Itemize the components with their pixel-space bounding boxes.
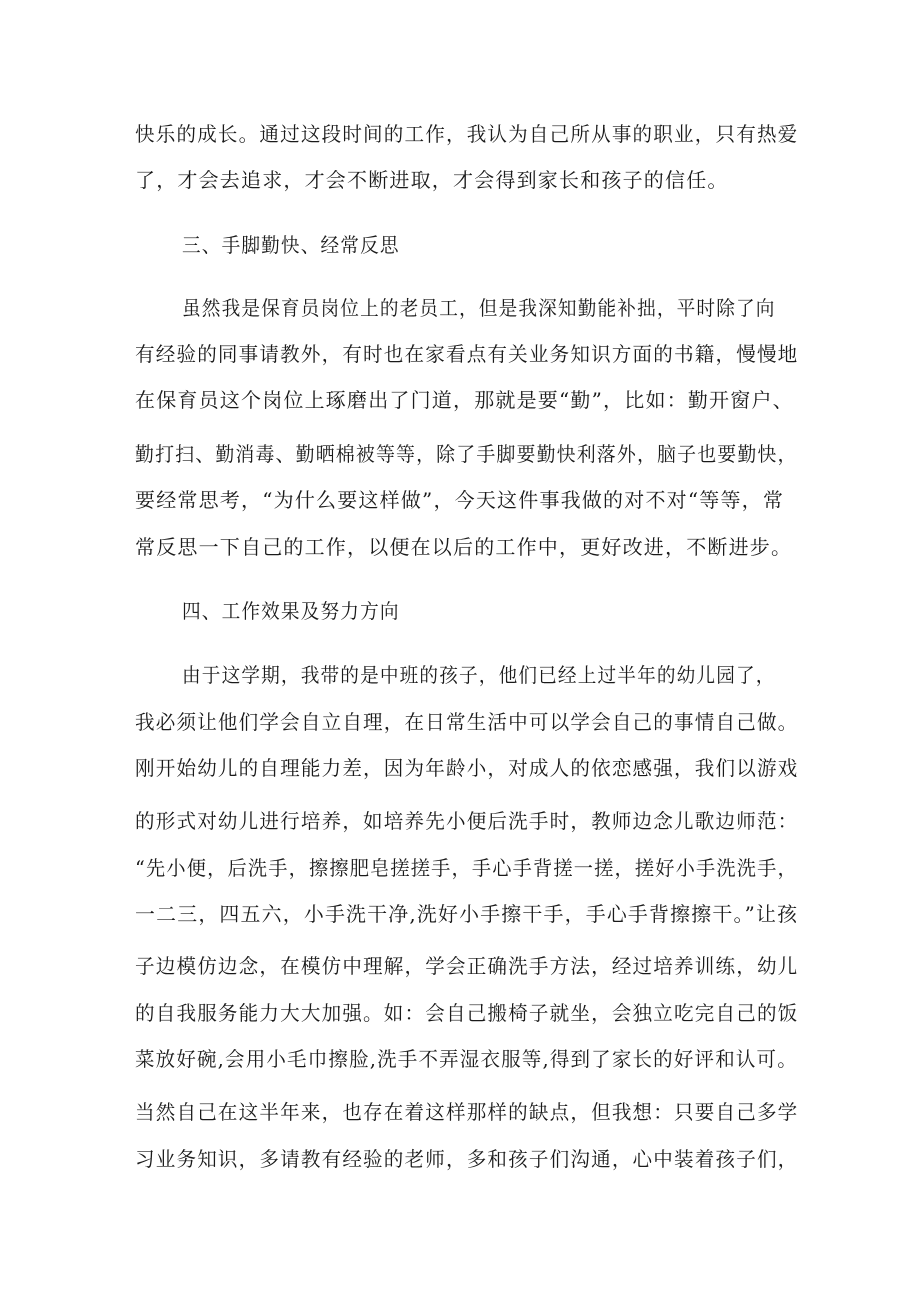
text-line: 的自我服务能力大大加强。如：会自己搬椅子就坐，会独立吃完自己的饭: [135, 1001, 799, 1025]
text-line: 刚开始幼儿的自理能力差，因为年龄小，对成人的依恋感强，我们以游戏: [135, 756, 799, 780]
text-line: 了，才会去追求，才会不断进取，才会得到家长和孩子的信任。: [135, 168, 729, 192]
text-line: 要经常思考，“为什么要这样做”，今天这件事我做的对不对“等等，常: [135, 488, 785, 512]
text-line: 菜放好碗,会用小毛巾擦脸,洗手不弄湿衣服等,得到了家长的好评和认可。: [135, 1047, 798, 1071]
text-line: 常反思一下自己的工作，以便在以后的工作中，更好改进，不断进步。: [135, 535, 793, 559]
text-line: 有经验的同事请教外，有时也在家看点有关业务知识方面的书籍，慢慢地: [135, 342, 799, 366]
text-line: 由于这学期，我带的是中班的孩子，他们已经上过半年的幼儿园了，: [182, 663, 776, 687]
text-line: 快乐的成长。通过这段时间的工作，我认为自己所从事的职业，只有热爱: [135, 122, 799, 146]
text-line: 我必须让他们学会自立自理，在日常生活中可以学会自己的事情自己做。: [135, 710, 799, 734]
section-heading-3: 三、手脚勤快、经常反思: [182, 233, 400, 257]
text-line: 的形式对幼儿进行培养，如培养先小便后洗手时，教师边念儿歌边师范：: [135, 809, 799, 833]
text-line: “先小便，后洗手，擦擦肥皂搓搓手，手心手背搓一搓，搓好小手洗洗手，: [135, 856, 798, 880]
text-line: 勤打扫、勤消毒、勤晒棉被等等，除了手脚要勤快利落外，脑子也要勤快，: [135, 442, 798, 466]
text-line: 当然自己在这半年来，也存在着这样那样的缺点，但我想：只要自己多学: [135, 1100, 799, 1124]
text-line: 子边模仿边念，在模仿中理解，学会正确洗手方法，经过培养训练，幼儿: [135, 954, 799, 978]
text-line: 虽然我是保育员岗位上的老员工，但是我深知勤能补拙，平时除了向: [182, 296, 776, 320]
text-line: 习业务知识，多请教有经验的老师，多和孩子们沟通，心中装着孩子们，: [135, 1147, 799, 1171]
text-line: 在保育员这个岗位上琢磨出了门道，那就是要“勤”，比如：勤开窗户、: [135, 388, 794, 412]
section-heading-4: 四、工作效果及努力方向: [182, 599, 400, 623]
text-line: 一二三，四五六，小手洗干净,洗好小手擦干手，手心手背擦擦干。”让孩: [135, 902, 799, 926]
